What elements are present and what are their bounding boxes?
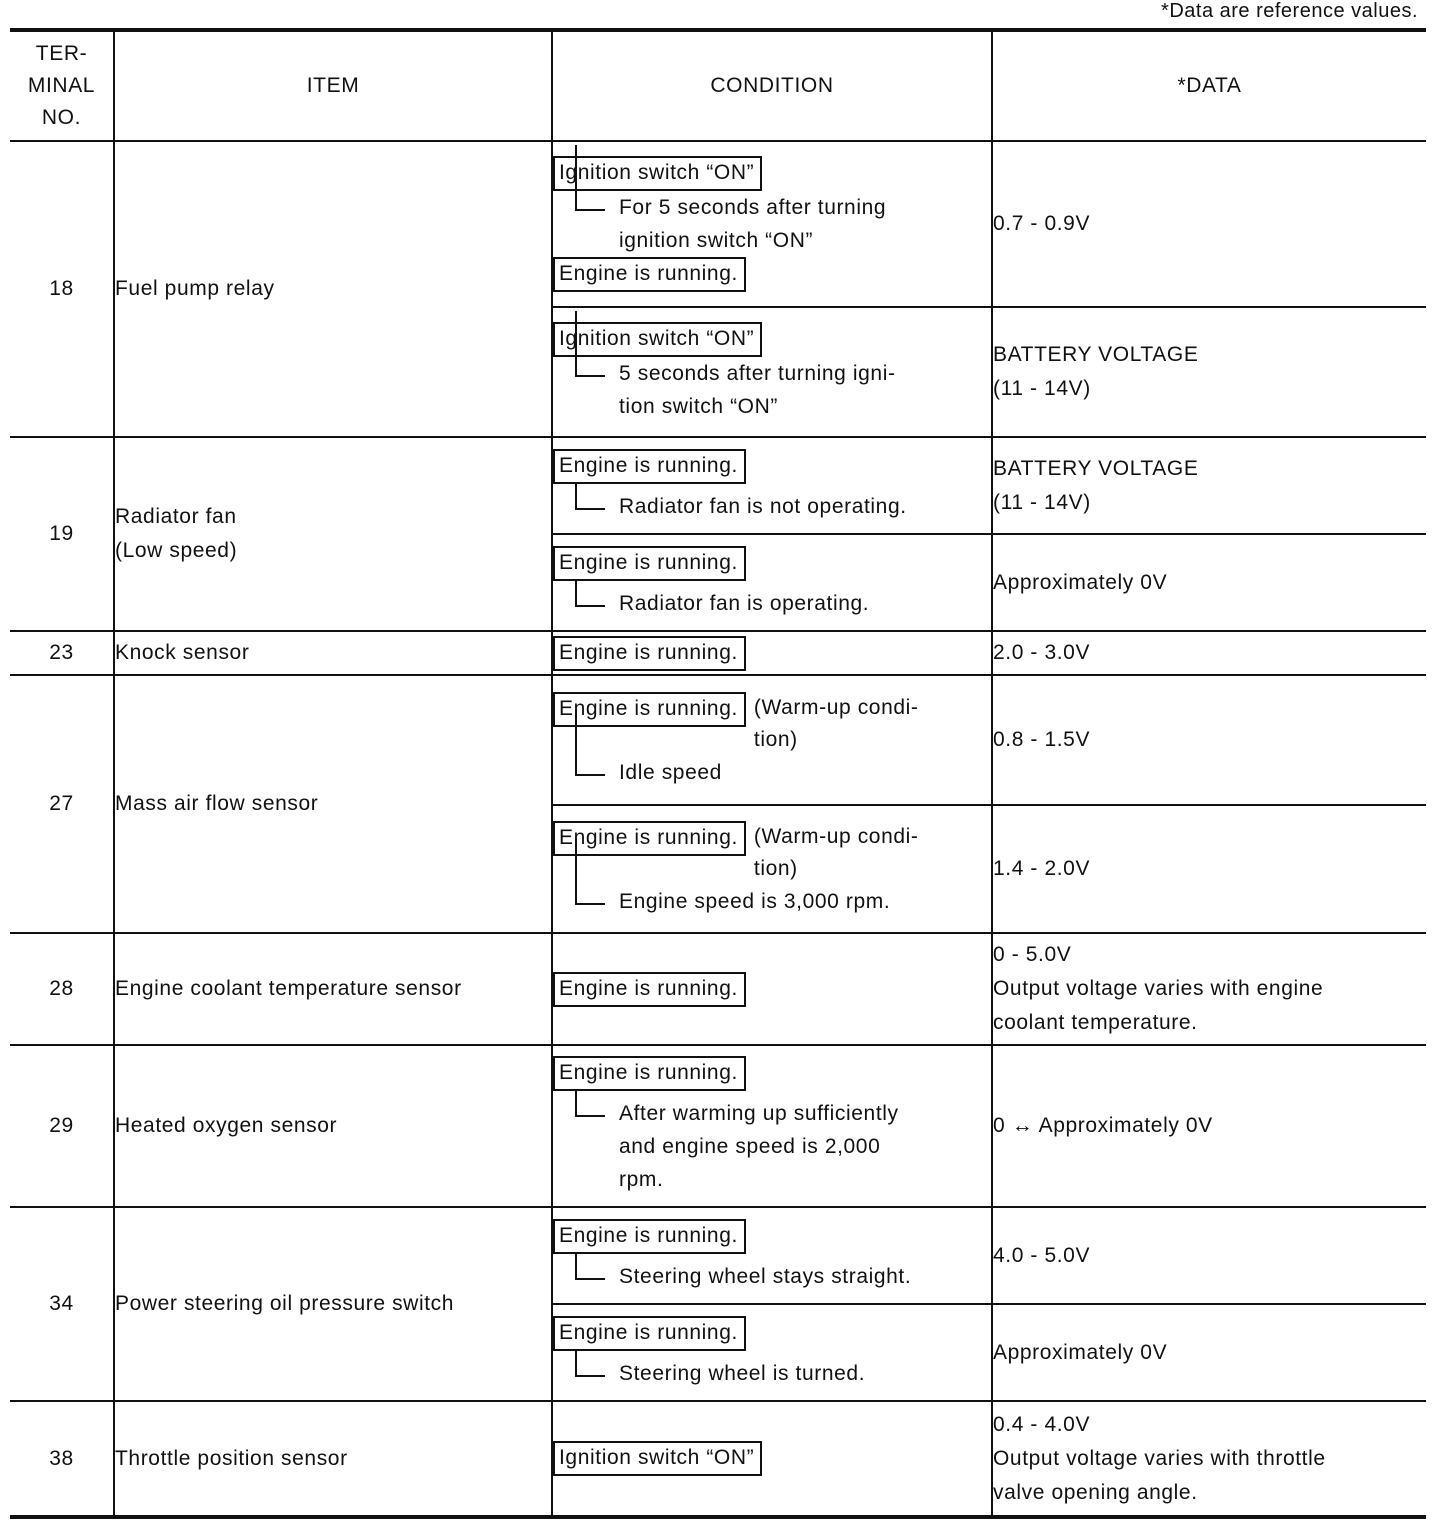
terminal-number: 34 [10,1207,114,1401]
condition-box: Ignition switch “ON” [553,1441,762,1476]
condition-box: Engine is running. [553,972,746,1007]
item-label: Engine coolant temperature sensor [114,933,552,1045]
table-row [10,675,1426,805]
condition-box: Engine is running. [553,1316,746,1351]
header-row [10,30,1426,141]
data-value: 0.7 - 0.9V [992,141,1426,307]
terminal-number: 38 [10,1401,114,1517]
header-item: ITEM [114,30,552,141]
condition-box: Ignition switch “ON” [553,322,762,357]
header-terminal: TER- MINAL NO. [10,30,114,141]
condition-box: Ignition switch “ON” [553,156,762,191]
condition-box: Engine is running. [553,449,746,484]
condition-detail: Radiator fan is operating. [575,587,991,620]
item-label: Mass air flow sensor [114,675,552,933]
condition-cell [552,631,992,675]
table-row [10,1045,1426,1207]
condition-box: Engine is running. [553,692,746,727]
data-value: 2.0 - 3.0V [992,631,1426,675]
condition-detail: Steering wheel stays straight. [575,1260,991,1293]
data-value: 0 - 5.0V Output voltage varies with engine coolant temperature. [992,933,1426,1045]
data-value: 0 ↔ Approximately 0V [992,1045,1426,1207]
item-label: Radiator fan (Low speed) [114,437,552,631]
condition-detail: Steering wheel is turned. [575,1357,991,1390]
data-value: 4.0 - 5.0V [992,1207,1426,1304]
condition-cell [552,1401,992,1517]
item-label: Power steering oil pressure switch [114,1207,552,1401]
item-label: Fuel pump relay [114,141,552,437]
data-value: 0.8 - 1.5V [992,675,1426,805]
table-row [10,437,1426,534]
terminal-number: 18 [10,141,114,437]
condition-box: Engine is running. [553,546,746,581]
condition-box: Engine is running. [553,636,746,671]
terminal-number: 19 [10,437,114,631]
table-row [10,1401,1426,1517]
table-row [10,141,1426,307]
condition-box: Engine is running. [553,821,746,856]
ecm-terminal-table [10,28,1426,1519]
data-value: Approximately 0V [992,1304,1426,1401]
table-row [10,631,1426,675]
condition-cell [552,437,992,534]
condition-cell [552,307,992,437]
terminal-number: 23 [10,631,114,675]
header-data: *DATA [992,30,1426,141]
data-value: BATTERY VOLTAGE (11 - 14V) [992,437,1426,534]
condition-cell [552,141,992,307]
condition-box: Engine is running. [553,257,746,292]
data-value: BATTERY VOLTAGE (11 - 14V) [992,307,1426,437]
condition-cell [552,1304,992,1401]
table-row [10,933,1426,1045]
condition-detail: Idle speed [575,756,991,789]
condition-cell [552,805,992,933]
condition-cell [552,675,992,805]
condition-detail: For 5 seconds after turning ignition switch “ON” [575,191,991,257]
condition-cell [552,1045,992,1207]
condition-detail: After warming up sufficiently and engine speed is 2,000 rpm. [575,1097,991,1196]
condition-detail: Radiator fan is not operating. [575,490,991,523]
terminal-number: 27 [10,675,114,933]
condition-detail: 5 seconds after turning igni- tion switch “ON” [575,357,991,423]
table-row [10,1207,1426,1304]
condition-note: (Warm-up condi- tion) [753,695,919,751]
condition-cell [552,1207,992,1304]
item-label: Knock sensor [114,631,552,675]
reference-note: *Data are reference values. [1161,0,1418,22]
condition-box: Engine is running. [553,1056,746,1091]
condition-cell [552,933,992,1045]
data-value: 1.4 - 2.0V [992,805,1426,933]
item-label: Heated oxygen sensor [114,1045,552,1207]
condition-detail: Engine speed is 3,000 rpm. [575,885,991,918]
condition-note: (Warm-up condi- tion) [753,824,919,880]
data-value: 0.4 - 4.0V Output voltage varies with throttle valve opening angle. [992,1401,1426,1517]
terminal-number: 28 [10,933,114,1045]
data-value: Approximately 0V [992,534,1426,631]
item-label: Throttle position sensor [114,1401,552,1517]
condition-cell [552,534,992,631]
condition-box: Engine is running. [553,1219,746,1254]
header-condition: CONDITION [552,30,992,141]
terminal-number: 29 [10,1045,114,1207]
